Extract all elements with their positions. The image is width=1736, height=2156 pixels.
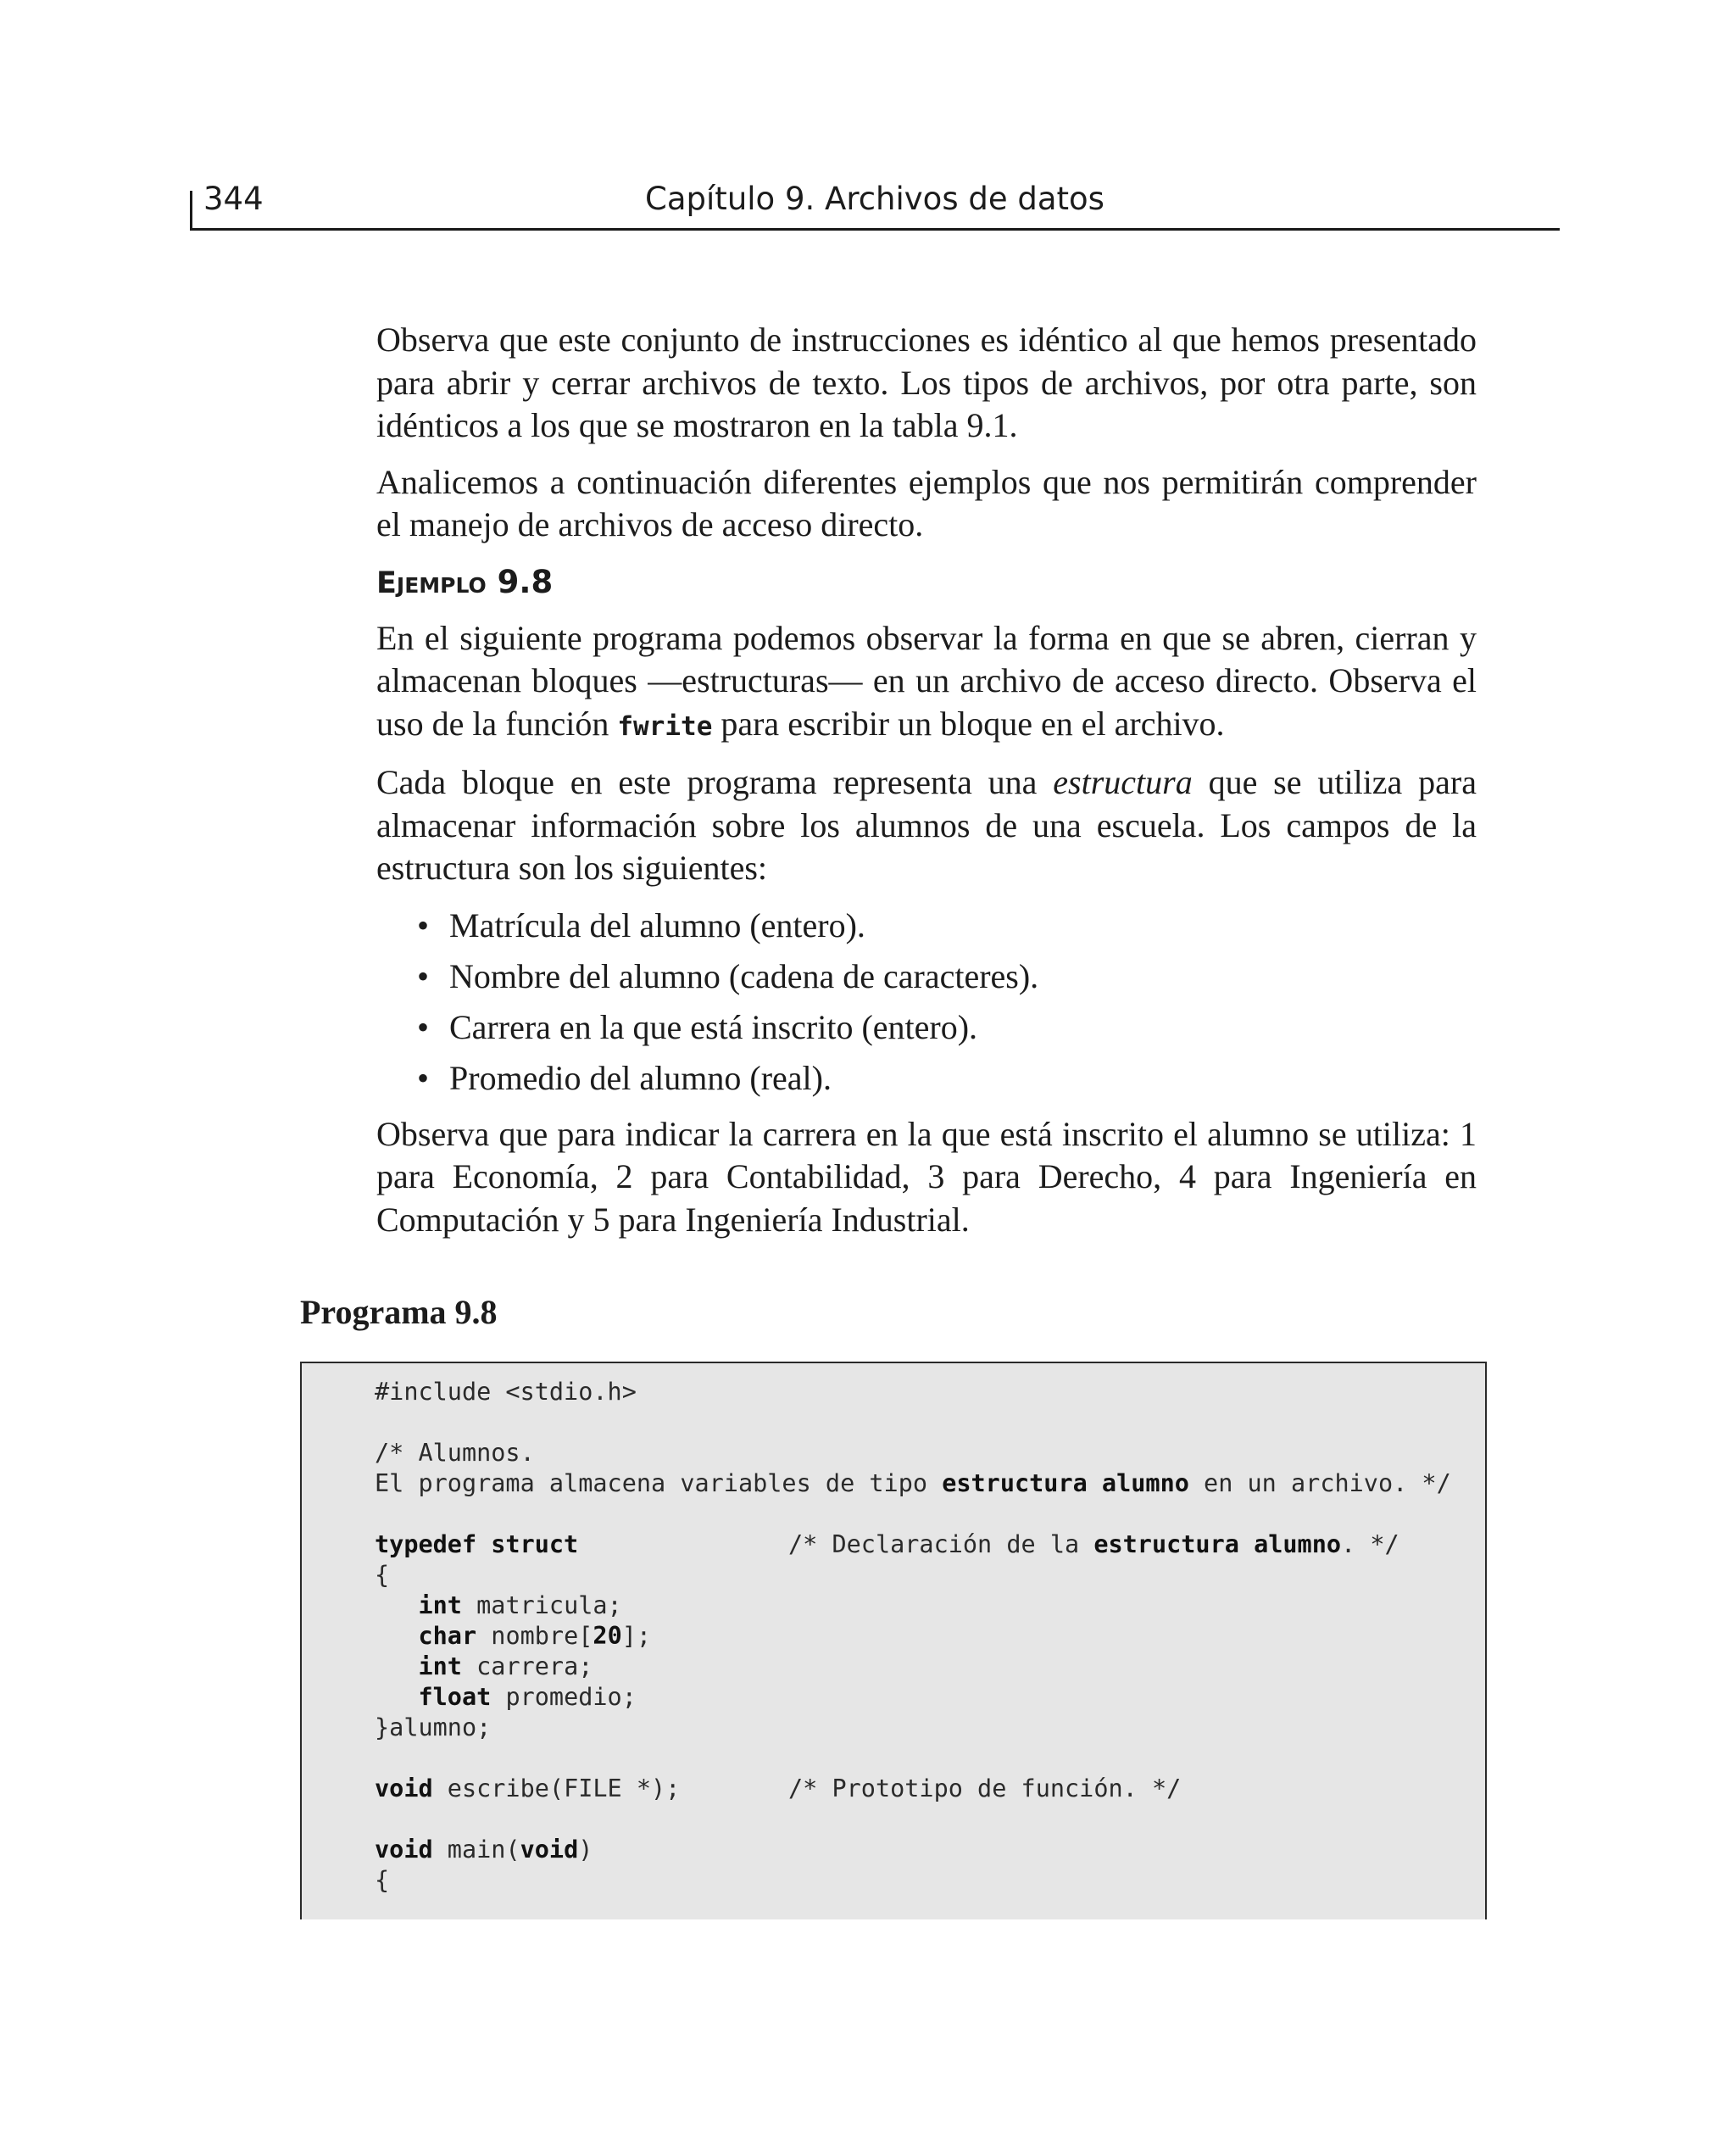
- bullet-icon: •: [417, 1007, 430, 1046]
- body-text: [376, 319, 1477, 1255]
- code-listing: [300, 1362, 1487, 1919]
- code-line: char nombre[20];: [418, 1622, 652, 1650]
- running-header: [190, 174, 1560, 231]
- example-number: 9.8: [497, 563, 554, 600]
- code-line: float promedio;: [418, 1683, 637, 1711]
- p3-text-a: En el siguiente programa podemos observar la forma en que se abren, cierran y almacenan bloques —estructuras— en un archivo de acceso directo. Observa el uso de la función: [376, 618, 1477, 743]
- list-item: • Carrera en la que está inscrito (entero).: [417, 1006, 1477, 1049]
- page-number: 344: [203, 181, 264, 217]
- paragraph-5: Observa que para indicar la carrera en la que está inscrito el alumno se utiliza: 1 para Economía, 2 para Contabilidad, 3 para Derecho, 4 para Ingeniería en Computación y 5 para Ingeniería Industrial.: [376, 1114, 1477, 1239]
- code-line: {: [375, 1561, 390, 1589]
- example-heading: [376, 560, 1477, 605]
- code-line: int carrera;: [418, 1652, 593, 1680]
- paragraph-1: Observa que este conjunto de instrucciones es idéntico al que hemos presentado para abrir y cerrar archivos de texto. Los tipos de archivos, por otra parte, son idénticos a los que se mostraron en la tabla 9.1.: [376, 320, 1477, 444]
- bullet-icon: •: [417, 956, 430, 995]
- chapter-title: Capítulo 9. Archivos de datos: [645, 181, 1104, 217]
- field-list: [376, 904, 1477, 1100]
- bullet-icon: •: [417, 1058, 430, 1097]
- code-block: [375, 1377, 1451, 1896]
- p4-text-a: Cada bloque en este programa representa una: [376, 763, 1054, 801]
- code-line: {: [375, 1866, 390, 1894]
- paragraph-4: [376, 761, 1477, 890]
- p4-text-b: que se utiliza para almacenar información sobre los alumnos de una escuela. Los campos de la estructura son los siguientes:: [376, 763, 1477, 887]
- p4-emphasis: estructura: [1053, 763, 1193, 801]
- code-line: #include <stdio.h>: [375, 1378, 637, 1406]
- code-line: typedef struct /* Declaración de la estructura alumno. */: [375, 1530, 1399, 1558]
- list-item: • Matrícula del alumno (entero).: [417, 904, 1477, 947]
- code-line: void escribe(FILE *); /* Prototipo de función. */: [375, 1774, 1182, 1802]
- example-label: Ejemplo: [376, 565, 487, 600]
- code-line: El programa almacena variables de tipo estructura alumno en un archivo. */: [375, 1469, 1451, 1497]
- paragraph-3: [376, 617, 1477, 749]
- list-item: • Nombre del alumno (cadena de caracteres).: [417, 955, 1477, 998]
- bullet-icon: •: [417, 905, 430, 944]
- inline-code-fwrite: fwrite: [617, 710, 713, 742]
- paragraph-2: Analicemos a continuación diferentes ejemplos que nos permitirán comprender el manejo de archivos de acceso directo.: [376, 462, 1477, 543]
- p3-text-b: para escribir un bloque en el archivo.: [712, 704, 1225, 743]
- code-line: /* Alumnos.: [375, 1439, 535, 1467]
- program-title: Programa 9.8: [300, 1293, 498, 1331]
- list-item: • Promedio del alumno (real).: [417, 1056, 1477, 1100]
- code-line: }alumno;: [375, 1713, 492, 1741]
- code-line: int matricula;: [418, 1591, 622, 1619]
- code-line: void main(void): [375, 1836, 593, 1864]
